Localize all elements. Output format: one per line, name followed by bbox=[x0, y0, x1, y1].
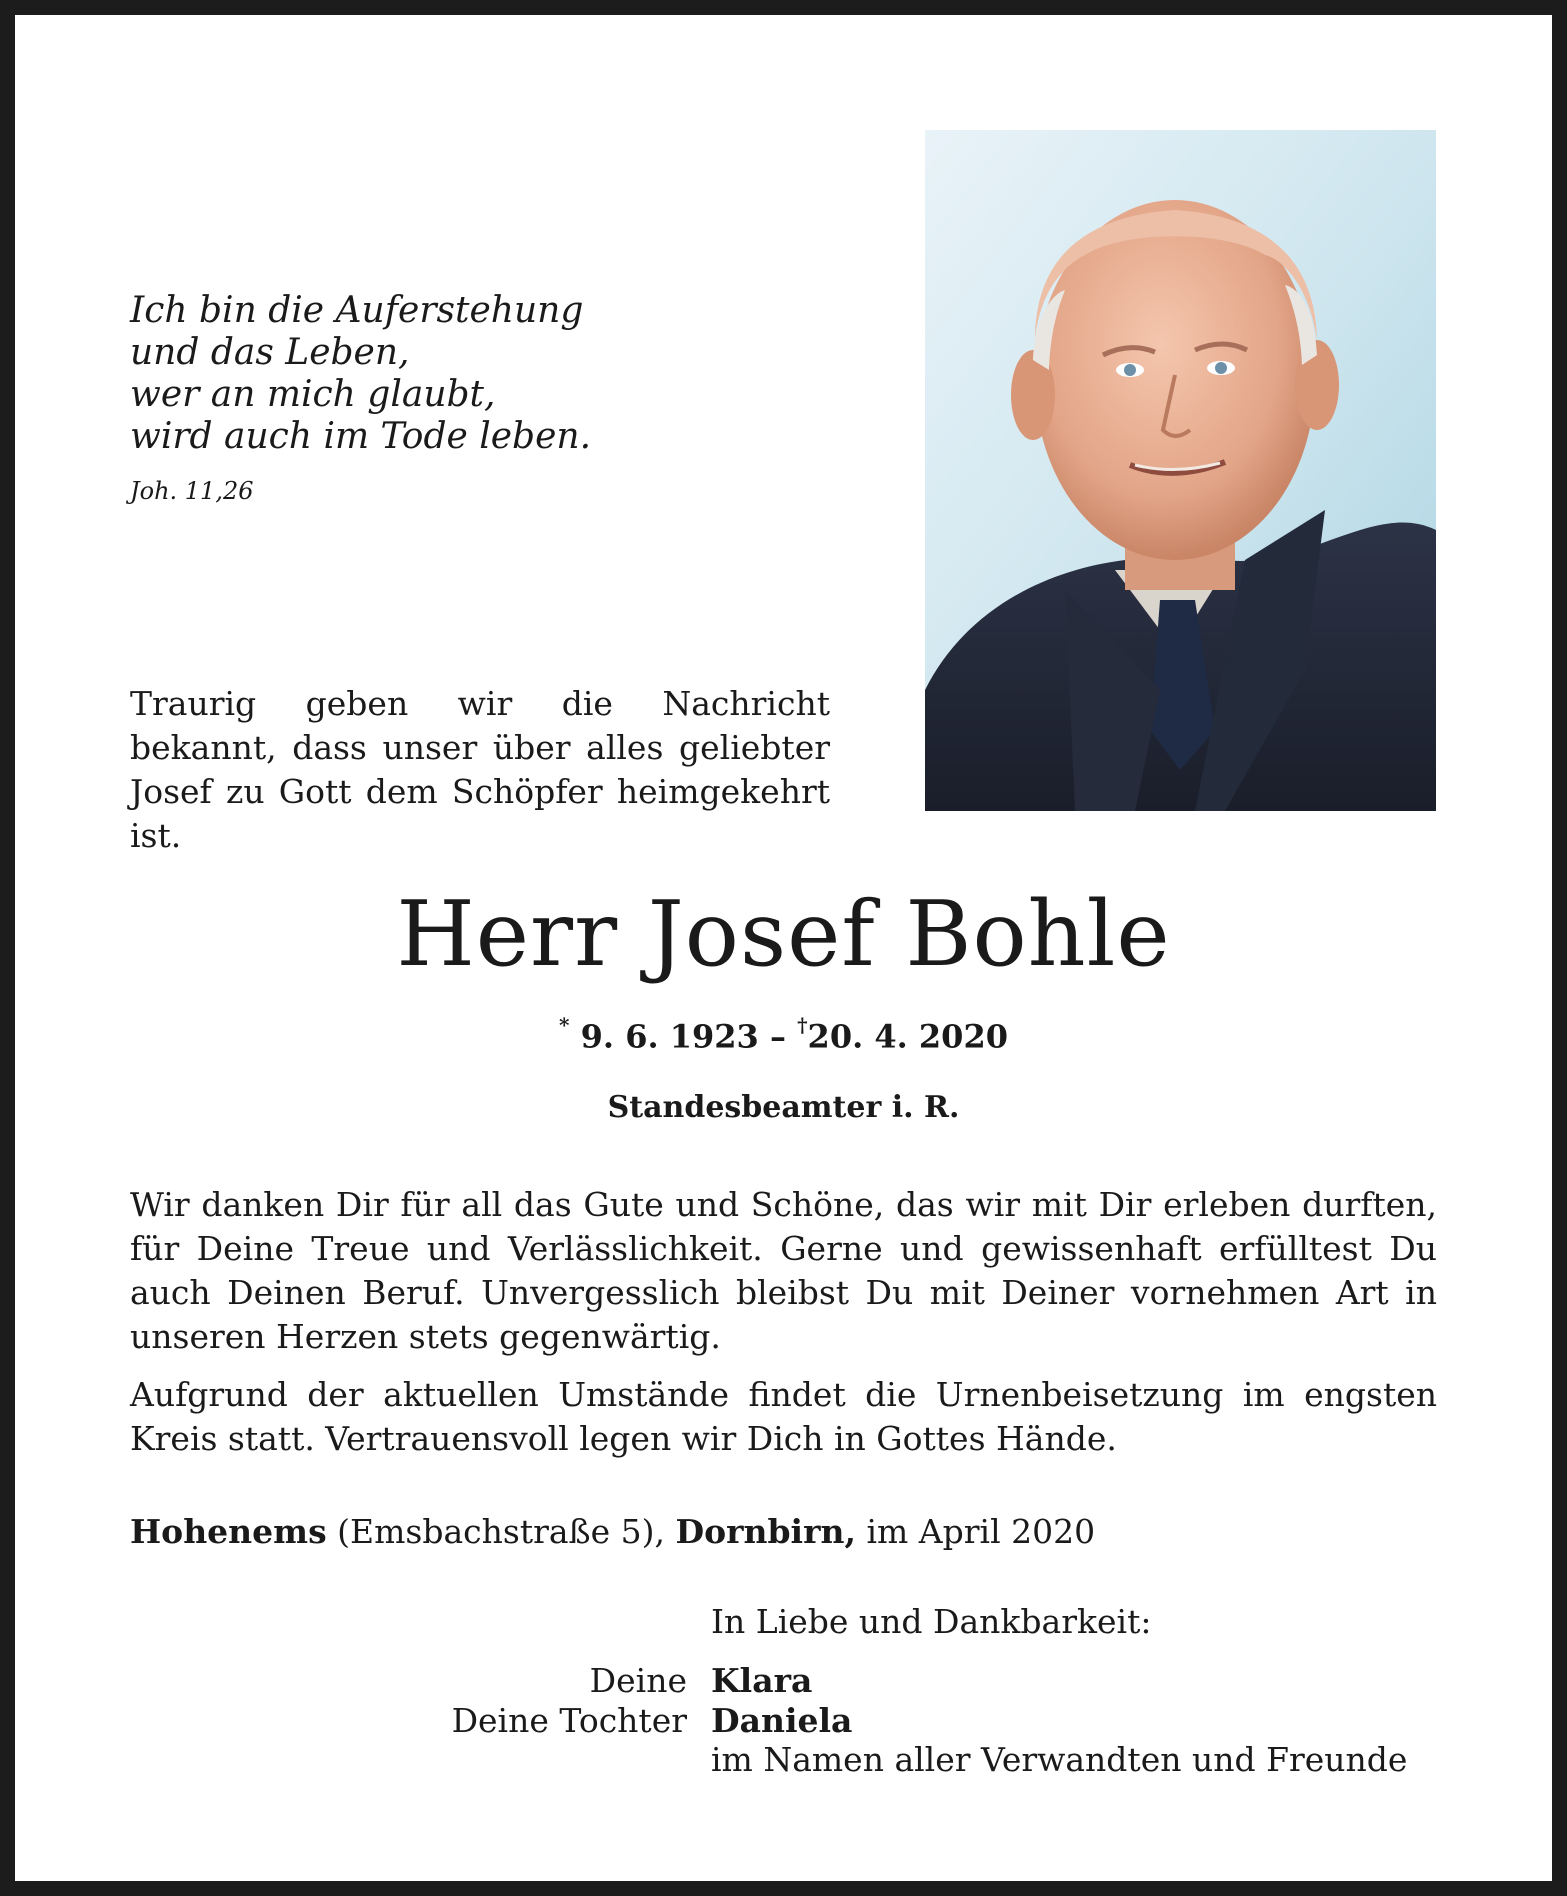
bible-quote bbox=[130, 290, 610, 458]
mourner-name: Klara bbox=[711, 1661, 813, 1700]
town-hohenems: Hohenems bbox=[130, 1512, 327, 1551]
gratitude-paragraph: Wir danken Dir für all das Gute und Schöne, das wir mit Dir erleben durften, für Deine Treue und Verlässlichkeit. Gerne und gewissenhaft erfülltest Du auch Deinen Beruf. Unvergesslich bleibst Du mit Deiner vornehmen Art in unseren Herzen stets gegenwärtig. bbox=[130, 1185, 1437, 1356]
address: (Emsbachstraße 5), bbox=[337, 1512, 665, 1551]
place-and-date bbox=[130, 1512, 1095, 1551]
intro-text: Traurig geben wir die Nachricht bekannt, dass unser über alles geliebter Josef zu Gott dem Schöpfer heimgekehrt ist. bbox=[130, 684, 830, 855]
quote-line: wer an mich glaubt, bbox=[130, 374, 496, 415]
mourner-name: Daniela bbox=[711, 1701, 853, 1740]
death-symbol: † bbox=[797, 1013, 808, 1037]
quote-reference: Joh. 11,26 bbox=[130, 477, 254, 505]
burial-paragraph: Aufgrund der aktuellen Umstände findet die Urnenbeisetzung im engsten Kreis statt. Vertrauensvoll legen wir Dich in Gottes Hände. bbox=[130, 1375, 1437, 1458]
relation-label: Deine Tochter bbox=[451, 1701, 687, 1740]
life-dates bbox=[0, 1013, 1567, 1056]
portrait-photo bbox=[925, 130, 1436, 811]
death-date: 20. 4. 2020 bbox=[807, 1017, 1008, 1056]
deceased-name: Herr Josef Bohle bbox=[396, 882, 1171, 987]
signature-extra: im Namen aller Verwandten und Freunde bbox=[711, 1740, 1408, 1779]
quote-line: und das Leben, bbox=[130, 332, 410, 373]
birth-symbol: * bbox=[559, 1013, 570, 1037]
month-year: im April 2020 bbox=[866, 1512, 1096, 1551]
birth-date: 9. 6. 1923 bbox=[580, 1017, 759, 1056]
relation-label: Deine bbox=[589, 1661, 687, 1700]
quote-line: wird auch im Tode leben. bbox=[130, 416, 592, 457]
date-separator: – bbox=[769, 1017, 786, 1056]
profession: Standesbeamter i. R. bbox=[607, 1090, 960, 1125]
quote-line: Ich bin die Auferstehung bbox=[130, 290, 584, 331]
town-dornbirn: Dornbirn, bbox=[675, 1512, 856, 1551]
signature-heading: In Liebe und Dankbarkeit: bbox=[711, 1602, 1152, 1641]
